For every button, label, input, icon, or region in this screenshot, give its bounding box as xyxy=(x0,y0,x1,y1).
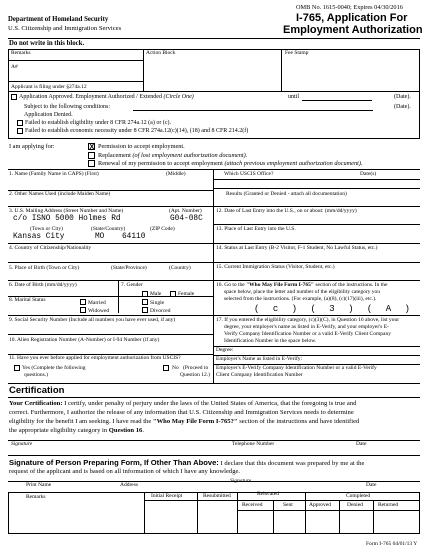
field1-middle: (Middle) xyxy=(166,171,186,177)
a-number-label: A# xyxy=(11,64,18,70)
preparer-print-name-label: Print Name xyxy=(26,482,52,488)
approved-date-label: (Date). xyxy=(394,94,411,100)
zip-label: (ZIP Code) xyxy=(150,226,175,232)
field12-label: 12. Date of Last Entry into the U.S., on or about: (mm/dd/yyyy) xyxy=(216,208,357,214)
town-label: (Town or City) xyxy=(30,226,63,232)
everify-label-2: Client Company Identification Number xyxy=(216,372,303,378)
no-proceed-label-2: Question 12.) xyxy=(180,372,210,378)
field5-label: 5. Place of Birth (Town or City) xyxy=(9,265,80,271)
dates-label: Date(s) xyxy=(360,171,377,177)
department-name: Department of Homeland Security xyxy=(8,16,109,23)
preparer-line2: request of the applicant and is based on all information of which I have any knowledge. xyxy=(9,468,241,475)
conditions-label: Subject to the following conditions: xyxy=(24,104,110,110)
approved-label: Application Approved. Employment Authorized / Extended (Circle One) xyxy=(19,94,194,100)
address-city[interactable]: Kansas City xyxy=(13,233,65,241)
male-label: Male xyxy=(150,291,162,297)
yes-label: Yes (Complete the following xyxy=(22,365,86,371)
category-number[interactable]: 3 xyxy=(329,304,335,314)
single-label: Single xyxy=(150,300,165,306)
form-title-line2: Employment Authorization xyxy=(283,24,423,36)
approved-checkbox[interactable] xyxy=(11,94,17,100)
cert-telephone-label: Telephone Number xyxy=(232,441,275,447)
address-state[interactable]: MO xyxy=(95,233,105,241)
field6-label: 6. Date of Birth (mm/dd/yyyy) xyxy=(9,282,77,288)
certification-line1: Your Certification: I certify, under penalty of perjury under the laws of the United States of America, that the foregoing is true and xyxy=(9,400,357,407)
field16-line1: 16. Go to the "Who May File Form I-765" section of the instructions. In the xyxy=(216,282,388,288)
address-apt[interactable]: G04-08C xyxy=(170,215,203,223)
state-country-label: (State/Country) xyxy=(91,226,126,232)
preparer-date-label: Date xyxy=(366,482,377,488)
header-rule xyxy=(8,38,420,39)
preparer-line1: Signature of Person Preparing Form, If Other Than Above: I declare that this document was prepared by me at the xyxy=(9,458,365,467)
table-denied: Denied xyxy=(347,502,363,508)
field5-state: (State/Province) xyxy=(111,265,147,271)
yes-checkbox[interactable] xyxy=(14,365,20,371)
table-received: Received xyxy=(242,502,263,508)
yes-label-2: questions.) xyxy=(24,372,48,378)
preparer-signature-label: Signature xyxy=(230,478,252,484)
cert-date-label: Date xyxy=(356,441,367,447)
remarks-label: Remarks xyxy=(11,50,31,56)
results-label: Results (Granted or Denied - attach all documentation) xyxy=(226,191,347,197)
divorced-label: Divorced xyxy=(150,308,171,314)
married-checkbox[interactable] xyxy=(80,299,86,305)
field10-label: 10. Alien Registration Number (A-Number) or I-94 Number (if any) xyxy=(9,337,160,343)
everify-label-1: Employer's E-Verify Company Identification Number or a valid E-Verify xyxy=(216,365,377,371)
do-not-write-label: Do not write in this block. xyxy=(9,40,85,47)
field7-label: 7. Gender xyxy=(121,282,143,288)
address-street[interactable]: c/o ISNO 5000 Holmes Rd xyxy=(13,215,121,223)
no-proceed-label: (Proceed to xyxy=(183,365,209,371)
table-relocated: Relocated xyxy=(257,491,279,497)
cert-signature-label: Signature xyxy=(11,441,33,447)
category-letter[interactable]: c xyxy=(272,304,279,314)
female-label: Female xyxy=(178,291,195,297)
degree-label: Degree: xyxy=(216,347,234,353)
omb-number: OMB No. 1615-0040; Expires 04/30/2016 xyxy=(296,4,403,11)
fail2-checkbox[interactable] xyxy=(17,128,23,134)
field16-line2: space below, place the letter and number of the eligibility category you xyxy=(224,289,381,295)
check-mark: X xyxy=(89,143,95,151)
table-resubmitted: Resubmitted xyxy=(203,493,231,499)
field16-line3: selected from the instructions. (For example, (a)(8), (c)(17)(iii), etc.). xyxy=(224,296,377,302)
action-block-label: Action Block xyxy=(146,50,176,56)
denied-label: Application Denied. xyxy=(24,112,73,118)
certification-line3: eligibility for the benefit I am seeking. I have read the "Who May File Form I-765?" section of the instructions and have identified xyxy=(9,418,360,425)
category-paren-3: ) xyxy=(404,304,410,314)
field13-label: 13. Place of Last Entry into the U.S. xyxy=(216,226,296,232)
until-label: until xyxy=(288,94,300,100)
employer-label: Employer's Name as listed in E-Verify: xyxy=(216,356,303,362)
preparer-address-label: Address xyxy=(120,482,139,488)
table-completed: Completed xyxy=(346,493,371,499)
field9-label: 9. Social Security Number (Include all numbers you have ever used, if any) xyxy=(9,317,176,323)
field3-apt-label: (Apt. Number) xyxy=(169,208,202,214)
table-sent: Sent xyxy=(283,502,293,508)
table-remarks-label: Remarks xyxy=(26,494,46,500)
field11-label: 11. Have you ever before applied for employment authorization from USCIS? xyxy=(9,355,181,361)
permission-label: Permission to accept employment. xyxy=(98,143,185,150)
widowed-label: Widowed xyxy=(88,308,110,314)
married-label: Married xyxy=(88,300,106,306)
category-paren-2: ) xyxy=(348,304,354,314)
field5-country: (Country) xyxy=(169,265,191,271)
agency-name: U.S. Citizenship and Immigration Services xyxy=(8,25,122,32)
renewal-label: Renewal of my permission to accept employment (attach previous employment authorization document). xyxy=(98,160,363,167)
fail1-checkbox[interactable] xyxy=(17,120,23,126)
field17-line3: Verify Company Identification Number or a valid E-Verify Client Company xyxy=(224,331,391,337)
replacement-label: Replacement (of lost employment authorization document). xyxy=(98,152,248,159)
fail1-label: Failed to establish eligibility under 8 CFR 274a.12 (a) or (c). xyxy=(25,120,171,126)
table-approved: Approved xyxy=(309,502,331,508)
field17-line4: Identification Number in the space below. xyxy=(224,338,317,344)
divorced-checkbox[interactable] xyxy=(142,307,148,313)
filing-under-label: Applicant is filing under §274a.12 xyxy=(11,84,87,90)
category-paren-open-3: ( xyxy=(366,304,373,314)
field1-label: 1. Name (Family Name in CAPS) (First) xyxy=(9,171,99,177)
certification-line2: correct. Furthermore, I authorize the release of any information that U.S. Citizenship and Immigration Services needs to determine xyxy=(9,409,354,416)
category-paren-open: ( xyxy=(254,304,260,314)
category-sub[interactable]: A xyxy=(385,304,392,314)
form-title-line1: I-765, Application For xyxy=(296,12,408,24)
replacement-checkbox[interactable] xyxy=(88,152,95,159)
widowed-checkbox[interactable] xyxy=(80,307,86,313)
field17-line1: 17. If you entered the eligibility category, (c)(3)(C), in Question 16 above, list your xyxy=(216,317,400,323)
field15-label: 15. Current Immigration Status (Visitor, Student, etc.) xyxy=(216,264,335,270)
category-paren-open-2: ( xyxy=(310,304,316,314)
field2-label: 2. Other Names Used (include Maiden Name) xyxy=(9,191,111,197)
field8-label: 8. Marital Status xyxy=(9,297,46,303)
permission-checkbox[interactable] xyxy=(88,143,95,150)
fail2-label: Failed to establish economic necessity under 8 CFR 274a.12(c)(14), (18) and 8 CFR 214.2(f) xyxy=(25,128,249,134)
field17-line2: degree, your employer's name as listed in E-Verify, and your employer's E- xyxy=(224,324,389,330)
field14-label: 14. Status at Last Entry (B-2 Visitor, F-1 Student, No Lawful Status, etc.) xyxy=(216,245,378,251)
certification-line4: the appropriate eligibility category in Question 16. xyxy=(9,427,144,434)
field3-label: 3. U.S. Mailing Address (Street Number and Name) xyxy=(9,208,124,214)
form-id: Form I-765 04/01/13 Y xyxy=(366,541,418,547)
table-returned: Returned xyxy=(378,502,399,508)
no-checkbox[interactable] xyxy=(163,365,169,371)
no-label: No xyxy=(172,365,179,371)
conditions-date-label: (Date). xyxy=(394,104,411,110)
fee-stamp-label: Fee Stamp xyxy=(285,50,309,56)
category-paren-1: ) xyxy=(291,304,298,314)
eligibility-category[interactable] xyxy=(254,304,410,314)
address-zip[interactable]: 64110 xyxy=(122,233,146,241)
applying-for-label: I am applying for: xyxy=(9,143,55,150)
uscis-office-label: Which USCIS Office? xyxy=(224,171,274,177)
table-initial-receipt: Initial Receipt xyxy=(151,493,183,499)
certification-title: Certification xyxy=(9,385,65,396)
field4-label: 4. Country of Citizenship/Nationality xyxy=(9,245,92,251)
single-checkbox[interactable] xyxy=(142,299,148,305)
renewal-checkbox[interactable] xyxy=(88,160,95,167)
